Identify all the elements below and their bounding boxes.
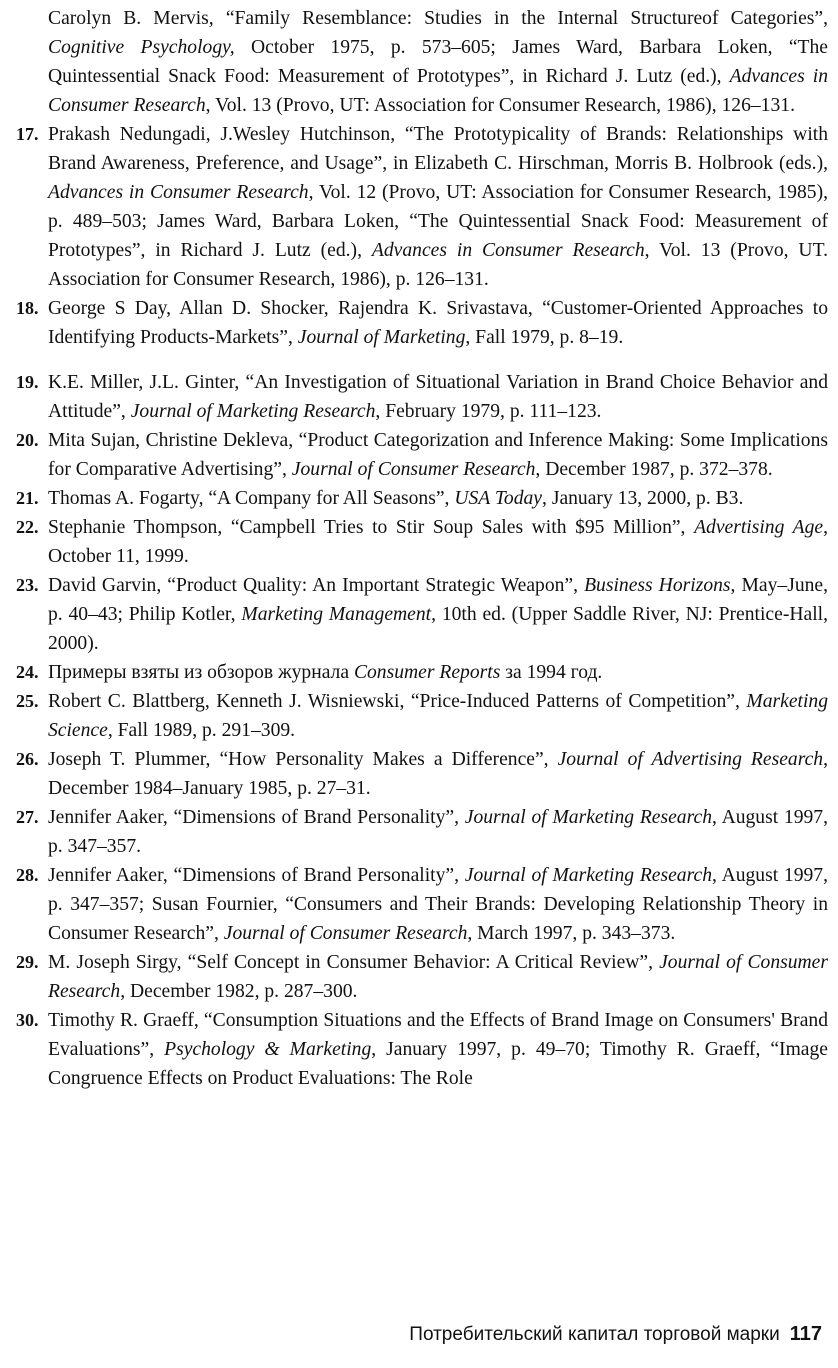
source-title: Consumer Reports (353, 662, 501, 683)
reference-text: Prakash Nedungadi, J.Wesley Hutchinson, “The Prototypicality of Brands: Relationships with Brand Awareness, Preference, and Usage”, in Elizabeth C. Hirschman, Morris B. Holbrook (eds.), (48, 124, 828, 174)
reference-text: M. Joseph Sirgy, “Self Concept in Consumer Behavior: A Critical Review”, (48, 952, 660, 973)
reference-text: , Fall 1979, p. 8–19. (465, 327, 624, 348)
source-title: Cognitive Psychology, (48, 37, 235, 58)
reference-text: Stephanie Thompson, “Campbell Tries to Stir Soup Sales with $95 Million”, (48, 517, 695, 538)
reference-text: October 1975, p. 573–605; James Ward, Barbara Loken, “The Quintessential Snack Food: Measurement of Prototypes”, in Richard J. Lutz (ed.), (48, 37, 829, 87)
reference-number: 30. (16, 1010, 39, 1030)
reference-text: , Vol. 12 (Provo, UT: Association for Consumer Research, 1985), p. 489–503; James Ward, Barbara Loken, “The Quintessential Snack Food: Measurement of Prototypes”, in Richard J. Lutz (ed.), (48, 182, 828, 261)
reference-number: 25. (16, 691, 39, 711)
reference-item (16, 1006, 828, 1093)
reference-text: , Vol. 13 (Provo, UT. Association for Consumer Research, 1986), p. 126–131. (48, 240, 828, 290)
reference-text: Thomas A. Fogarty, “A Company for All Seasons”, (48, 488, 455, 509)
reference-item (16, 948, 828, 1006)
reference-text: Jennifer Aaker, “Dimensions of Brand Personality”, (48, 865, 465, 886)
reference-text: , February 1979, p. 111–123. (375, 401, 602, 422)
reference-number: 22. (16, 517, 39, 537)
reference-text: George S Day, Allan D. Shocker, Rajendra K. Srivastava, “Customer-Oriented Approaches to Identifying Products-Markets”, (48, 298, 828, 348)
reference-text: Mita Sujan, Christine Dekleva, “Product Categorization and Inference Making: Some Implications for Comparative Advertising”, (48, 430, 828, 480)
reference-text: , May–June, p. 40–43; Philip Kotler, (48, 575, 829, 625)
reference-list (16, 4, 828, 1093)
source-title: Advances in Consumer Research (371, 240, 645, 261)
running-title: Потребительский капитал торговой марки (409, 1324, 780, 1345)
source-title: Journal of Advertising Research (557, 749, 824, 770)
reference-number: 29. (16, 952, 39, 972)
reference-text: , January 1997, p. 49–70; Timothy R. Graeff, “Image Congruence Effects on Product Evaluations: The Role (48, 1039, 828, 1089)
source-title: Advances in Consumer Research (48, 182, 309, 203)
page-number: 117 (789, 1323, 822, 1345)
reference-text: Jennifer Aaker, “Dimensions of Brand Personality”, (48, 807, 465, 828)
source-title: Journal of Marketing Research (464, 807, 712, 828)
source-title: Marketing Management, (241, 604, 437, 625)
reference-item (16, 484, 828, 513)
reference-text: , October 11, 1999. (48, 517, 829, 567)
reference-text: David Garvin, “Product Quality: An Important Strategic Weapon”, (48, 575, 585, 596)
reference-number: 21. (16, 488, 39, 508)
reference-number: 19. (16, 372, 39, 392)
reference-text: , December 1982, p. 287–300. (120, 981, 358, 1002)
reference-item (16, 571, 828, 658)
reference-text: Timothy R. Graeff, “Consumption Situations and the Effects of Brand Image on Consumers' Brand Evaluations”, (48, 1010, 828, 1060)
reference-text: , August 1997, p. 347–357; Susan Fournier, “Consumers and Their Brands: Developing Relationship Theory in Consumer Research”, (48, 865, 829, 944)
reference-item (16, 294, 828, 352)
reference-item (16, 745, 828, 803)
source-title: Business Horizons (584, 575, 731, 596)
page-footer (409, 1323, 822, 1346)
reference-item (16, 658, 828, 687)
source-title: Journal of Marketing Research (130, 401, 376, 422)
reference-number: 26. (16, 749, 39, 769)
source-title: Journal of Marketing Research (464, 865, 712, 886)
reference-text: Carolyn B. Mervis, “Family Resemblance: Studies in the Internal Structureof Categories”, (48, 8, 828, 29)
reference-text: , August 1997, p. 347–357. (48, 807, 829, 857)
source-title: Journal of Consumer Research (223, 923, 468, 944)
reference-item (16, 368, 828, 426)
source-title: Psychology & Marketing (164, 1039, 372, 1060)
source-title: Marketing Science (48, 691, 828, 741)
reference-item (16, 120, 828, 294)
reference-number: 23. (16, 575, 39, 595)
source-title: Journal of Consumer Research (48, 952, 829, 1002)
source-title: USA Today (454, 488, 543, 509)
reference-number: 24. (16, 662, 39, 682)
source-title: Advances in Consumer Research (48, 66, 828, 116)
reference-item (16, 426, 828, 484)
reference-number: 28. (16, 865, 39, 885)
reference-text: K.E. Miller, J.L. Ginter, “An Investigation of Situational Variation in Brand Choice Behavior and Attitude”, (48, 372, 828, 422)
reference-text: , December 1987, p. 372–378. (535, 459, 773, 480)
reference-number: 20. (16, 430, 39, 450)
reference-text: Robert C. Blattberg, Kenneth J. Wisniewski, “Price-Induced Patterns of Competition”, (48, 691, 747, 712)
reference-item (16, 687, 828, 745)
source-title: Journal of Marketing (297, 327, 466, 348)
reference-text: , Vol. 13 (Provo, UT: Association for Consumer Research, 1986), 126–131. (205, 95, 795, 116)
reference-item (16, 4, 828, 120)
reference-text: Joseph T. Plummer, “How Personality Makes a Difference”, (48, 749, 558, 770)
reference-text: , December 1984–January 1985, p. 27–31. (48, 749, 829, 799)
reference-item (16, 513, 828, 571)
reference-text: за 1994 год. (500, 662, 603, 683)
reference-text: , March 1997, p. 343–373. (467, 923, 676, 944)
reference-text: , January 13, 2000, p. B3. (542, 488, 744, 509)
reference-number: 18. (16, 298, 39, 318)
reference-text: Примеры взяты из обзоров журнала (48, 662, 354, 683)
source-title: Advertising Age (694, 517, 824, 538)
reference-text: , Fall 1989, p. 291–309. (107, 720, 296, 741)
reference-item (16, 861, 828, 948)
reference-number: 27. (16, 807, 39, 827)
reference-item (16, 803, 828, 861)
reference-number: 17. (16, 124, 39, 144)
reference-text: 10th ed. (Upper Saddle River, NJ: Prentice-Hall, 2000). (48, 604, 828, 654)
source-title: Journal of Consumer Research (291, 459, 536, 480)
